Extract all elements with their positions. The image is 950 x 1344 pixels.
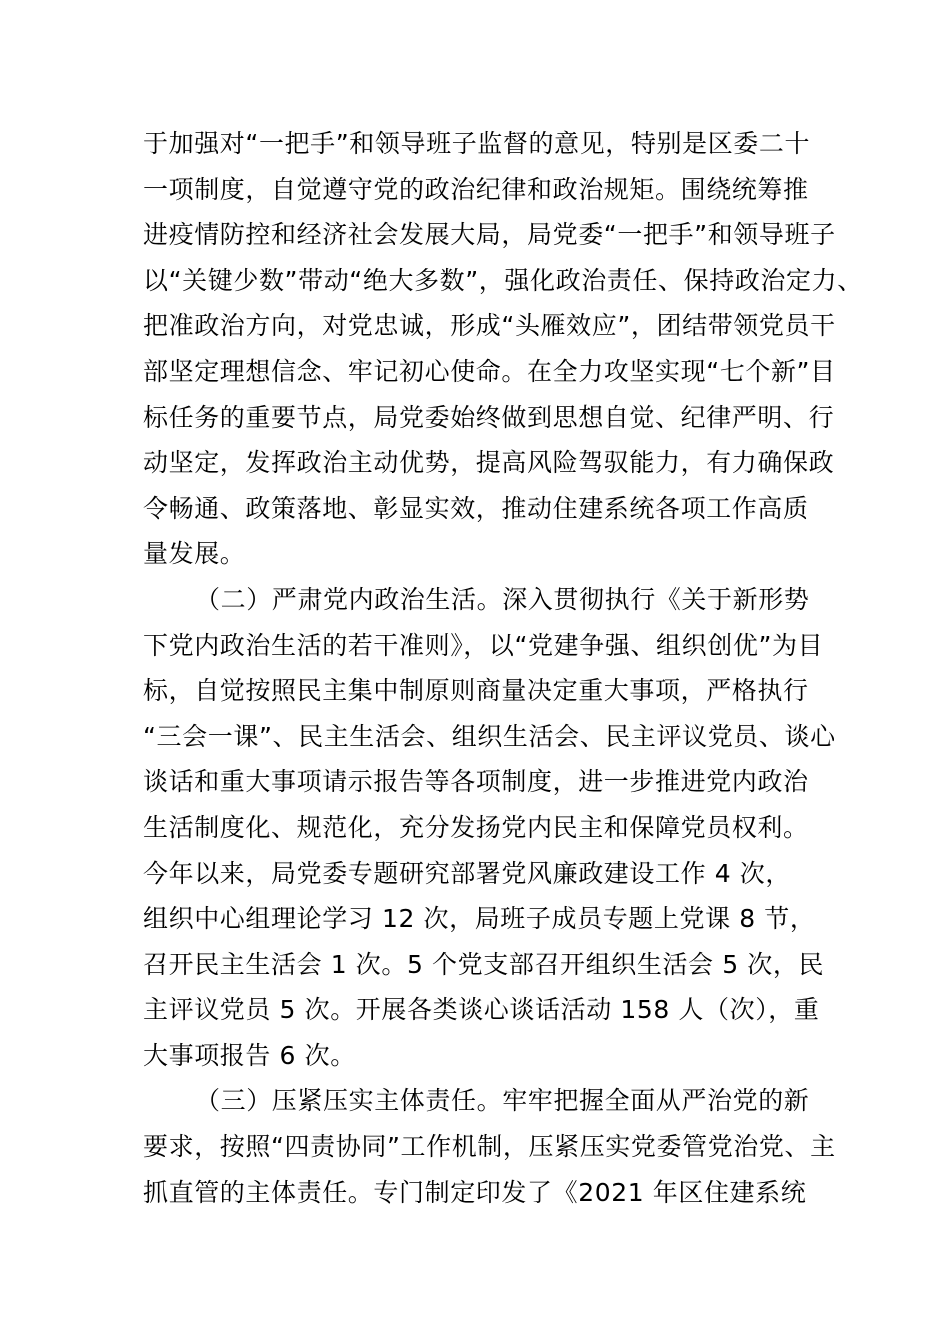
- text-line: 组织中心组理论学习 12 次，局班子成员专题上党课 8 节，: [143, 904, 816, 934]
- text-line: 标任务的重要节点，局党委始终做到思想自觉、纪律严明、行: [143, 402, 835, 432]
- text-line: 要求，按照“四责协同”工作机制，压紧压实党委管党治党、主: [143, 1132, 836, 1162]
- text-line: 标，自觉按照民主集中制原则商量决定重大事项，严格执行: [143, 676, 809, 706]
- text-line: 主评议党员 5 次。开展各类谈心谈话活动 158 人（次），重: [143, 995, 820, 1025]
- body-text: [143, 121, 863, 1215]
- text-line: 大事项报告 6 次。: [143, 1040, 356, 1070]
- text-line: 进疫情防控和经济社会发展大局，局党委“一把手”和领导班子: [143, 220, 836, 250]
- text-line: “三会一课”、民主生活会、组织生活会、民主评议党员、谈心: [143, 721, 836, 751]
- text-line: 量发展。: [143, 539, 246, 569]
- text-line: 抓直管的主体责任。专门制定印发了《2021 年区住建系统: [143, 1177, 807, 1207]
- text-line: 令畅通、政策落地、彰显实效，推动住建系统各项工作高质: [143, 493, 809, 523]
- text-line: 以“关键少数”带动“绝大多数”，强化政治责任、保持政治定力、: [143, 265, 863, 295]
- text-line: 召开民主生活会 1 次。5 个党支部召开组织生活会 5 次，民: [143, 949, 825, 979]
- text-line: 下党内政治生活的若干准则》，以“党建争强、组织创优”为目: [143, 630, 824, 660]
- text-line: 一项制度，自觉遵守党的政治纪律和政治规矩。围绕统筹推: [143, 174, 809, 204]
- text-line: 于加强对“一把手”和领导班子监督的意见，特别是区委二十: [143, 129, 811, 158]
- text-line: 谈话和重大事项请示报告等各项制度，进一步推进党内政治: [143, 767, 809, 797]
- text-line: 动坚定，发挥政治主动优势，提高风险驾驭能力，有力确保政: [143, 448, 835, 478]
- section-heading-line: （三）压紧压实主体责任。牢牢把握全面从严治党的新: [195, 1086, 810, 1116]
- section-heading-line: （二）严肃党内政治生活。深入贯彻执行《关于新形势: [195, 584, 810, 614]
- text-line: 今年以来，局党委专题研究部署党风廉政建设工作 4 次，: [143, 858, 792, 888]
- text-line: 把准政治方向，对党忠诚，形成“头雁效应”，团结带领党员干: [143, 311, 836, 341]
- text-line: 生活制度化、规范化，充分发扬党内民主和保障党员权利。: [143, 812, 809, 842]
- text-line: 部坚定理想信念、牢记初心使命。在全力攻坚实现“七个新”目: [143, 356, 836, 386]
